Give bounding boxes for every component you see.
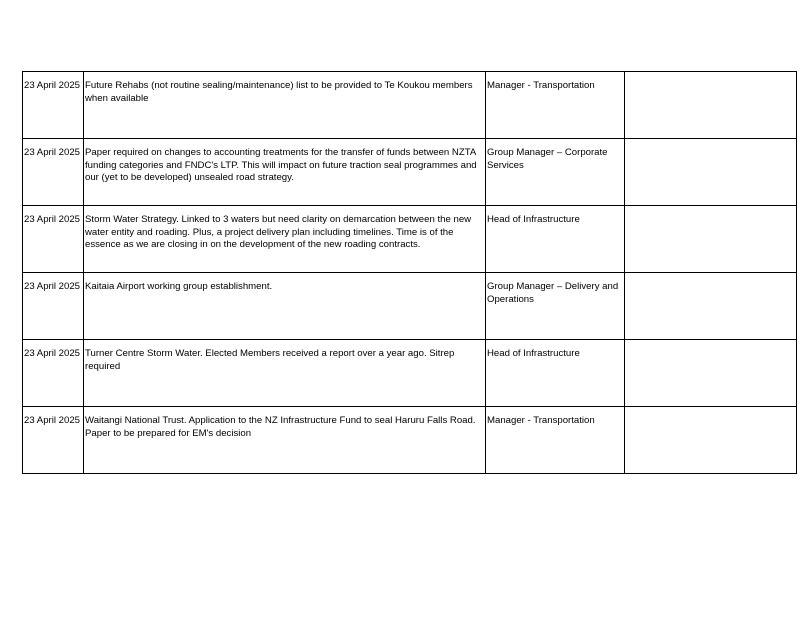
date-cell: 23 April 2025 xyxy=(23,273,84,340)
status-cell xyxy=(625,206,797,273)
description-cell: Waitangi National Trust. Application to the NZ Infrastructure Fund to seal Haruru Falls Road. Paper to be prepared for EM's decision xyxy=(84,407,486,474)
status-cell xyxy=(625,139,797,206)
status-cell xyxy=(625,407,797,474)
table-row xyxy=(23,72,797,139)
description-cell: Turner Centre Storm Water. Elected Members received a report over a year ago. Sitrep required xyxy=(84,340,486,407)
owner-cell: Group Manager – Delivery and Operations xyxy=(486,273,625,340)
description-cell: Paper required on changes to accounting treatments for the transfer of funds between NZTA funding categories and FNDC's LTP. This will impact on future traction seal programmes and our (yet to be developed) unsealed road strategy. xyxy=(84,139,486,206)
owner-cell: Head of Infrastructure xyxy=(486,340,625,407)
owner-cell: Manager - Transportation xyxy=(486,407,625,474)
action-items-table xyxy=(22,71,797,474)
table-row xyxy=(23,407,797,474)
owner-cell: Head of Infrastructure xyxy=(486,206,625,273)
status-cell xyxy=(625,340,797,407)
table-row xyxy=(23,340,797,407)
status-cell xyxy=(625,273,797,340)
description-cell: Storm Water Strategy. Linked to 3 waters but need clarity on demarcation between the new water entity and roading. Plus, a project delivery plan including timelines. Time is of the essence as we are closing in on the development of the new roading contracts. xyxy=(84,206,486,273)
table-row xyxy=(23,273,797,340)
date-cell: 23 April 2025 xyxy=(23,340,84,407)
date-cell: 23 April 2025 xyxy=(23,407,84,474)
description-cell: Kaitaia Airport working group establishment. xyxy=(84,273,486,340)
table-row xyxy=(23,139,797,206)
date-cell: 23 April 2025 xyxy=(23,72,84,139)
table-row xyxy=(23,206,797,273)
status-cell xyxy=(625,72,797,139)
description-cell: Future Rehabs (not routine sealing/maintenance) list to be provided to Te Koukou members when available xyxy=(84,72,486,139)
date-cell: 23 April 2025 xyxy=(23,206,84,273)
owner-cell: Group Manager – Corporate Services xyxy=(486,139,625,206)
owner-cell: Manager - Transportation xyxy=(486,72,625,139)
date-cell: 23 April 2025 xyxy=(23,139,84,206)
